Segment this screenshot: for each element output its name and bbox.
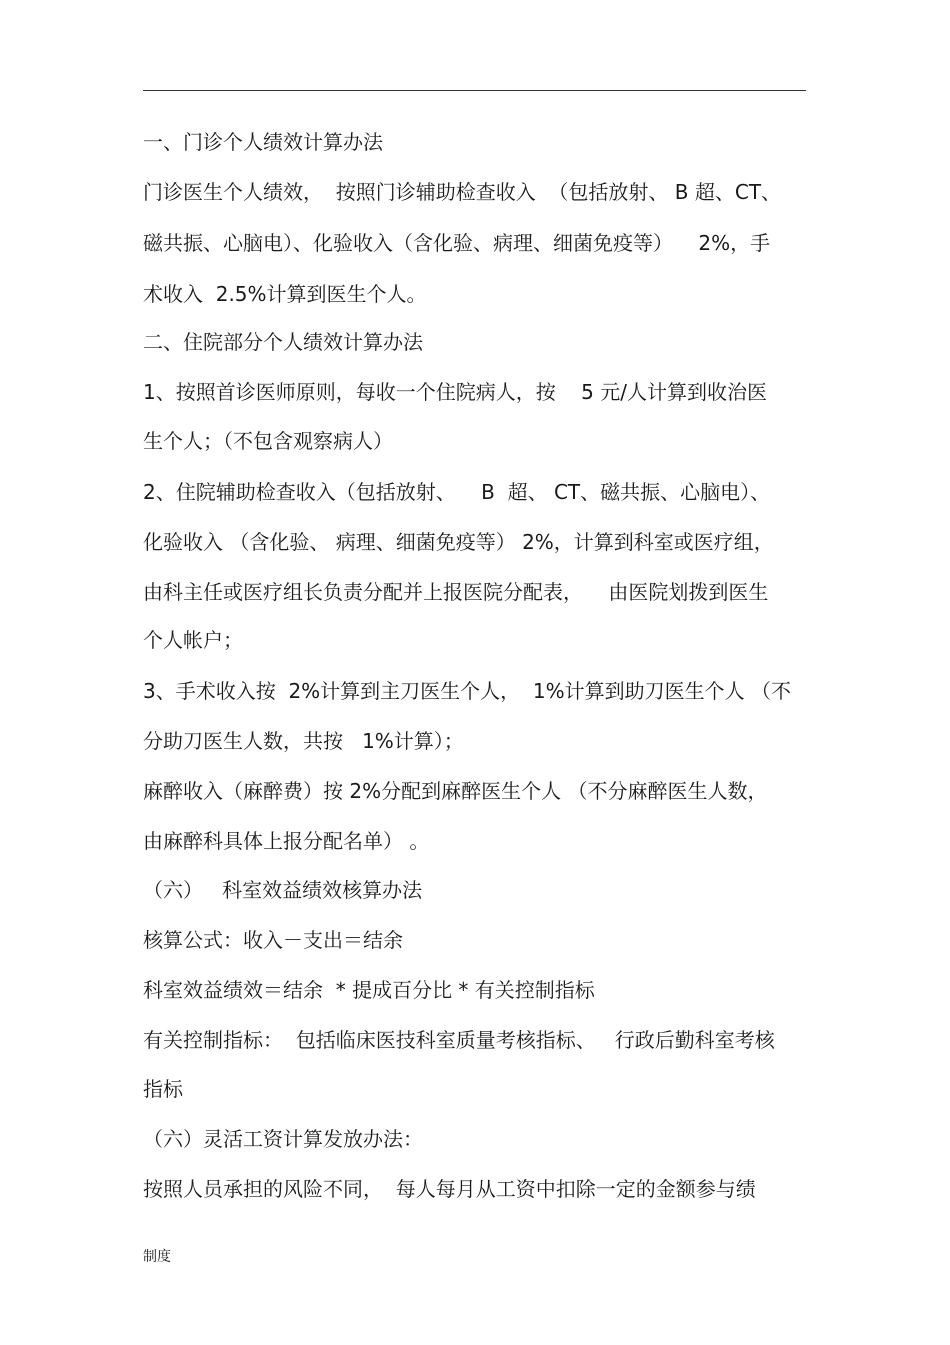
paragraph-line: 1、按照首诊医师原则，每收一个住院病人，按 5 元/人计算到收治医 bbox=[143, 380, 767, 404]
paragraph-line: 分助刀医生人数，共按 1%计算）； bbox=[143, 729, 464, 753]
section-heading: （六） 科室效益绩效核算办法 bbox=[143, 878, 423, 902]
paragraph-line: 化验收入 （含化验、 病理、细菌免疫等） 2%，计算到科室或医疗组， bbox=[143, 530, 774, 554]
paragraph-line: 术收入 2.5%计算到医生个人。 bbox=[143, 282, 427, 306]
paragraph-line: 生个人；（不包含观察病人） bbox=[143, 429, 393, 453]
paragraph-line: 按照人员承担的风险不同， 每人每月从工资中扣除一定的金额参与绩 bbox=[143, 1177, 756, 1201]
paragraph-line: 有关控制指标： 包括临床医技科室质量考核指标、 行政后勤科室考核 bbox=[143, 1028, 775, 1052]
section-heading: 一、门诊个人绩效计算办法 bbox=[143, 130, 383, 154]
paragraph-line: 核算公式：收入－支出＝结余 bbox=[143, 928, 403, 952]
paragraph-line: 个人帐户； bbox=[143, 628, 243, 652]
paragraph-line: 磁共振、心脑电）、化验收入（含化验、病理、细菌免疫等） 2%，手 bbox=[143, 231, 771, 255]
paragraph-line: 3、手术收入按 2%计算到主刀医生个人， 1%计算到助刀医生个人 （不 bbox=[143, 679, 791, 703]
paragraph-line: 由科主任或医疗组长负责分配并上报医院分配表， 由医院划拨到医生 bbox=[143, 580, 769, 604]
paragraph-line: 2、住院辅助检查收入（包括放射、 B 超、 CT、磁共振、心脑电）、 bbox=[143, 480, 771, 504]
paragraph-line: 指标 bbox=[143, 1077, 183, 1101]
section-heading: 二、住院部分个人绩效计算办法 bbox=[143, 330, 423, 354]
paragraph-line: 科室效益绩效＝结余 * 提成百分比 * 有关控制指标 bbox=[143, 978, 595, 1002]
section-heading: （六）灵活工资计算发放办法： bbox=[143, 1127, 423, 1151]
paragraph-line: 门诊医生个人绩效， 按照门诊辅助检查收入 （包括放射、 B 超、CT、 bbox=[143, 180, 782, 204]
paragraph-line: 由麻醉科具体上报分配名单） 。 bbox=[143, 829, 430, 853]
page-footer: 制度 bbox=[143, 1249, 171, 1265]
paragraph-line: 麻醉收入（麻醉费）按 2%分配到麻醉医生个人 （不分麻醉医生人数， bbox=[143, 779, 768, 803]
header-rule bbox=[143, 90, 806, 91]
